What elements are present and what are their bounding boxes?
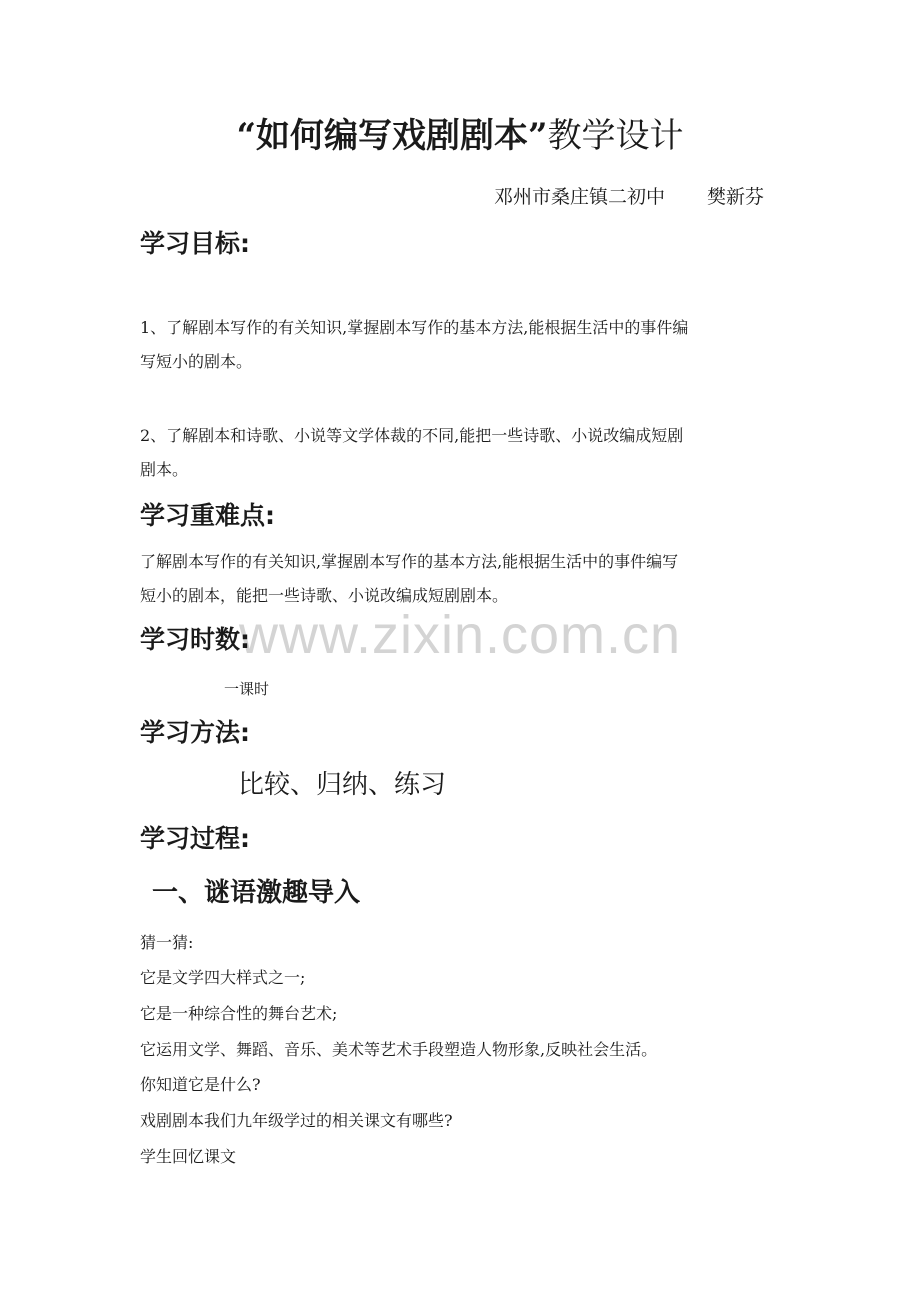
key-points-text bbox=[140, 545, 800, 613]
heading-methods: 学习方法: bbox=[140, 718, 250, 747]
title-part-bold: “如何编写戏剧剧本” bbox=[236, 116, 548, 156]
watermark: www.zixin.com.cn bbox=[238, 605, 682, 665]
goal-item-2-line1: 2、了解剧本和诗歌、小说等文学体裁的不同,能把一些诗歌、小说改编成短剧 bbox=[140, 426, 684, 445]
goal-item-1-line2: 写短小的剧本。 bbox=[140, 352, 253, 371]
title-part-regular: 教学设计 bbox=[547, 116, 684, 156]
process-line: 它是一种综合性的舞台艺术; bbox=[140, 1004, 338, 1023]
process-part1-heading: 一、谜语激趣导入 bbox=[152, 878, 361, 908]
goal-item-2 bbox=[140, 419, 800, 487]
author-school: 邓州市桑庄镇二初中 bbox=[493, 186, 665, 208]
heading-process: 学习过程: bbox=[140, 824, 250, 853]
heading-key-points: 学习重难点: bbox=[140, 501, 275, 530]
hours-value: 一课时 bbox=[224, 680, 270, 698]
process-line: 它是文学四大样式之一; bbox=[140, 968, 306, 987]
author-line bbox=[494, 183, 764, 211]
goal-item-2-line2: 剧本。 bbox=[140, 460, 189, 479]
process-line: 猜一猜: bbox=[140, 933, 194, 952]
document-title bbox=[0, 112, 920, 160]
author-name: 樊新芬 bbox=[706, 186, 764, 208]
goal-item-1-line1: 1、了解剧本写作的有关知识,掌握剧本写作的基本方法,能根据生活中的事件编 bbox=[140, 318, 689, 337]
process-line: 戏剧剧本我们九年级学过的相关课文有哪些? bbox=[140, 1111, 453, 1130]
methods-value: 比较、归纳、练习 bbox=[238, 770, 447, 800]
goal-item-1 bbox=[140, 311, 800, 379]
process-line: 它运用文学、舞蹈、音乐、美术等艺术手段塑造人物形象,反映社会生活。 bbox=[140, 1040, 658, 1059]
process-line: 学生回忆课文 bbox=[140, 1147, 237, 1166]
heading-hours: 学习时数: bbox=[140, 625, 250, 654]
heading-goals: 学习目标: bbox=[140, 229, 250, 258]
key-points-line2: 短小的剧本，能把一些诗歌、小说改编成短剧剧本。 bbox=[140, 586, 509, 605]
key-points-line1: 了解剧本写作的有关知识,掌握剧本写作的基本方法,能根据生活中的事件编写 bbox=[140, 552, 679, 571]
process-line: 你知道它是什么? bbox=[140, 1075, 261, 1094]
